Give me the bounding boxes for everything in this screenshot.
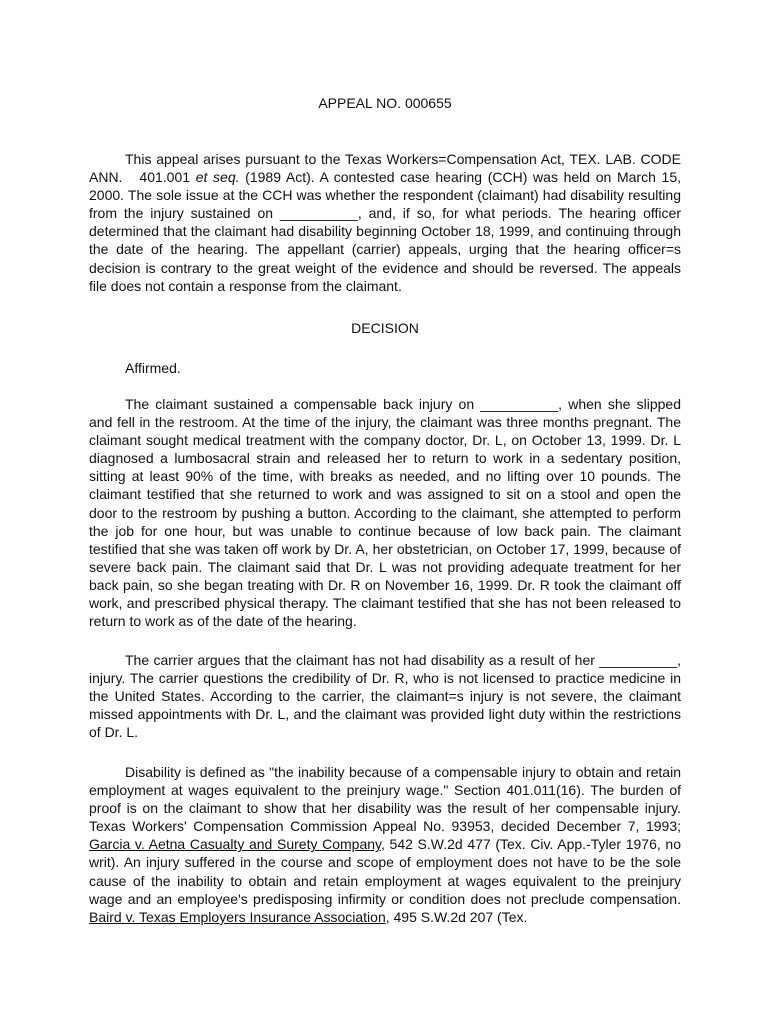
intro-text-c: (1989 Act). A contested case hearing (CCH) was held on March 15, 2000. The sole issue at the CCH was whether the respondent (claimant) had disability resulting from the injury sustained on __________, and, if so, for what periods. The hearing officer determined that the claimant had disability beginning October 18, 1999, and continuing through the date of the hearing. The appellant (carrier) appeals, urging that the hearing officer=s decision is contrary to the great weight of the evidence and should be reversed. The appeals file does not contain a response from the claimant. <box>89 169 681 294</box>
facts-paragraph: The claimant sustained a compensable back injury on __________, when she slipped and fell in the restroom. At the time of the injury, the claimant was three months pregnant. The claimant sought medical treatment with the company doctor, Dr. L, on October 13, 1999. Dr. L diagnosed a lumbosacral strain and released her to return to work in a sedentary position, sitting at least 90% of the time, with breaks as needed, and no lifting over 10 pounds. The claimant testified that she returned to work and was assigned to sit on a stool and open the door to the restroom by pushing a button. According to the claimant, she attempted to perform the job for one hour, but was unable to continue because of low back pain. The claimant testified that she was taken off work by Dr. A, her obstetrician, on October 17, 1999, because of severe back pain. The claimant said that Dr. L was not providing adequate treatment for her back pain, so she began treating with Dr. R on November 16, 1999. Dr. R took the claimant off work, and prescribed physical therapy. The claimant testified that she has not been released to return to work as of the date of the hearing. <box>89 396 681 630</box>
disability-text-e: , 495 S.W.2d 207 (Tex. <box>385 908 528 925</box>
appeal-title: APPEAL NO. 000655 <box>318 95 452 111</box>
intro-text-italic: et seq. <box>195 169 240 186</box>
intro-text-a: This appeal arises pursuant to the Texas Workers=Compensation Act, TEX. LAB. CODE ANN. 401.001 <box>89 151 681 186</box>
case-citation-garcia: Garcia v. Aetna Casualty and Surety Company <box>89 836 381 853</box>
disability-text-a: Disability is defined as "the inability because of a compensable injury to obtain and retain employment at wages equivalent to the preinjury wage." Section 401.011(16). The burden of proof is on the claimant to show that her disability was the result of her compensable injury. Texas Workers' Compensation Commission Appeal No. 93953, decided December 7, 1993; <box>89 764 681 835</box>
case-citation-baird: Baird v. Texas Employers Insurance Association <box>89 908 386 925</box>
disability-paragraph <box>89 763 681 926</box>
disability-text-c: , 542 S.W.2d 477 (Tex. Civ. App.-Tyler 1976, no writ). An injury suffered in the course and scope of employment does not have to be the sole cause of the inability to obtain and retain employment at wages equivalent to the preinjury wage and an employee's predisposing infirmity or condition does not preclude compensation. <box>89 836 681 907</box>
decision-heading: DECISION <box>351 320 419 336</box>
intro-paragraph <box>89 150 681 295</box>
carrier-argument-paragraph: The carrier argues that the claimant has not had disability as a result of her __________, injury. The carrier questions the credibility of Dr. R, who is not licensed to practice medicine in the United States. According to the carrier, the claimant=s injury is not severe, the claimant missed appointments with Dr. L, and the claimant was provided light duty within the restrictions of Dr. L. <box>89 652 681 741</box>
affirmed-text: Affirmed. <box>125 360 181 376</box>
